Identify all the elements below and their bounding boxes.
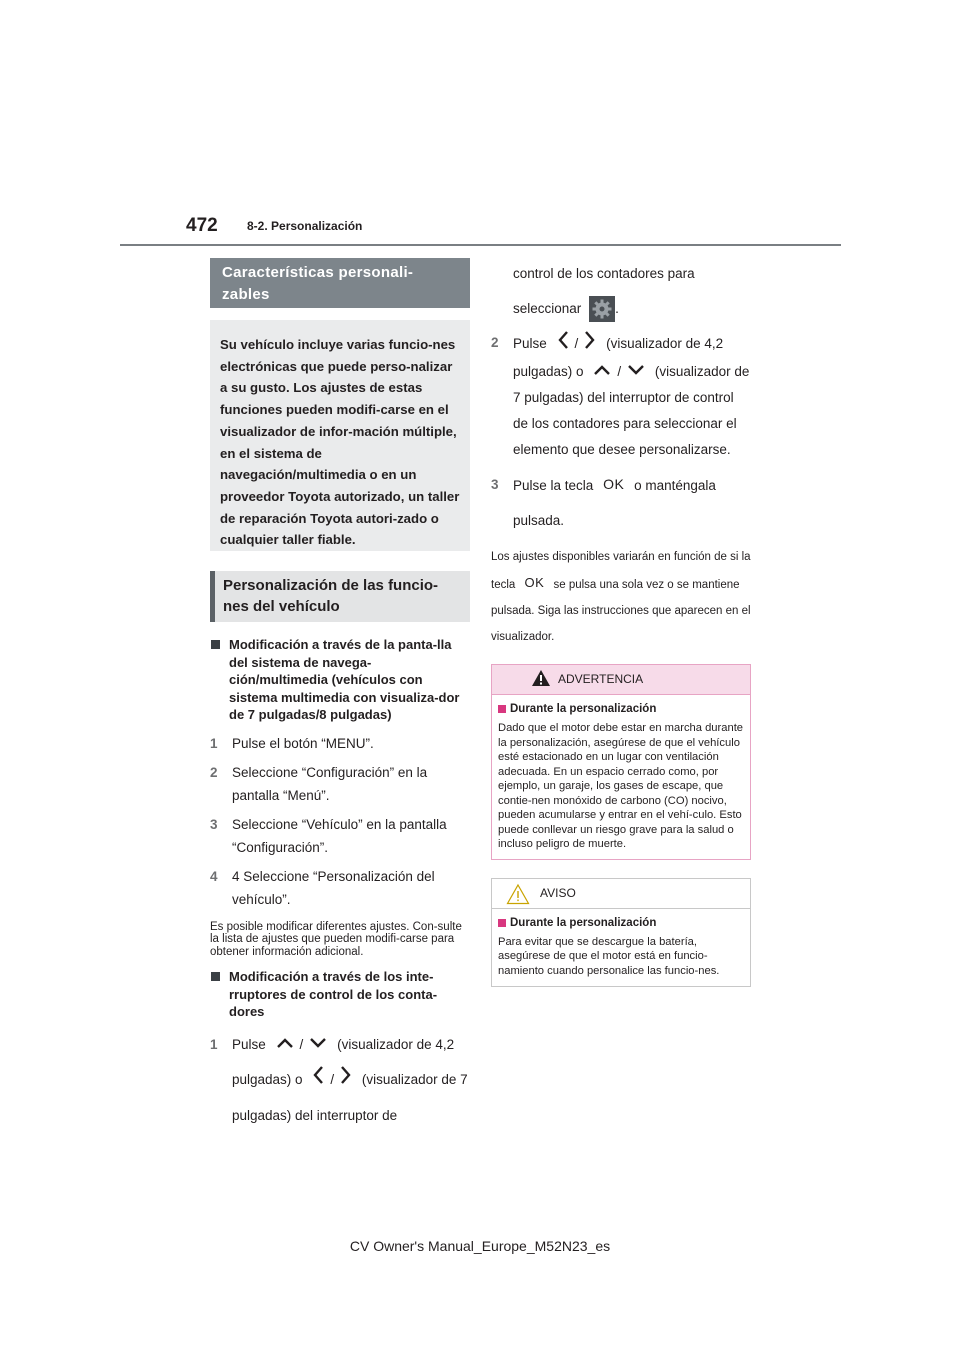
slash: / (330, 1072, 335, 1088)
notice-label: AVISO (540, 885, 576, 900)
chevron-right-icon (340, 1063, 352, 1098)
switches-step-2 (491, 330, 751, 463)
notice-subheading (498, 916, 744, 930)
step-text: 4 Seleccione “Personalización del vehículo”. (232, 868, 435, 907)
step-text: o manténgala pulsada. (513, 478, 716, 529)
chevron-right-icon (584, 330, 596, 359)
slash: / (617, 364, 622, 379)
right-column (491, 256, 751, 987)
personalization-title: Personalización de las funcio-nes del vehículo (210, 571, 470, 622)
period: . (615, 301, 619, 316)
warning-text: Dado que el motor debe estar en marcha durante la personalización, asegúrese de que el vehículo esté estacionado en un lugar con ventilación adecuada. En un espacio cerrado como, por ejemplo, un garaje, los gases de escape, que contie-nen monóxido de carbono (CO) nocivo, pueden acumularse y entrar en el vehí-culo. Esto puede conllevar un riesgo grave para la salud o incluso peligro de muerte. (498, 722, 744, 851)
warning-header (492, 665, 750, 695)
warning-body (492, 695, 750, 859)
switches-step-1-continued (491, 256, 751, 326)
notice-header (492, 879, 750, 909)
left-column (210, 258, 470, 1133)
notice-body (492, 909, 750, 987)
header-rule (120, 244, 841, 246)
multimedia-heading-text: Modificación a través de la panta-lla del sistema de navega-ción/multimedia (vehículos con sistema multimedia con visualiza-dor de 7 pulgadas/8 pulgadas) (229, 637, 460, 722)
chevron-down-icon (627, 359, 645, 385)
gear-icon (589, 296, 615, 322)
warning-triangle-icon (531, 669, 551, 692)
section-label: 8-2. Personalización (247, 219, 363, 233)
switches-heading (210, 968, 470, 1021)
warning-subheading-text: Durante la personalización (510, 703, 657, 716)
step-text: Pulse el botón “MENU”. (232, 735, 374, 751)
step-number: 1 (210, 735, 218, 751)
step-text: control de los contadores para seleccionar (513, 266, 695, 316)
chevron-up-icon (593, 359, 611, 385)
notice-text: Para evitar que se descargue la batería, asegúrese de que el motor está en funcio-namiento cuando personalice las funcio-nes. (498, 935, 720, 977)
warning-box (491, 664, 751, 860)
footer-text: CV Owner's Manual_Europe_M52N23_es (349, 1238, 611, 1254)
features-title: Características personali-zables (210, 258, 470, 308)
chevron-left-icon (557, 330, 569, 359)
step-text: Seleccione “Vehículo” en la pantalla “Configuración”. (232, 816, 447, 855)
switches-step-1 (210, 1027, 470, 1134)
warning-subheading (498, 702, 744, 716)
multimedia-step-4 (210, 865, 470, 911)
ok-key-icon: OK (524, 575, 545, 591)
step-number: 2 (210, 764, 218, 780)
step-text: (visualizador de 7 pulgadas) del interruptor de control de los contadores para seleccionar el elemento que desee personalizarse. (513, 364, 750, 458)
chevron-up-icon (276, 1027, 294, 1062)
step-number: 3 (491, 477, 499, 493)
multimedia-step-2 (210, 761, 470, 807)
bullet-square-icon (498, 705, 506, 713)
step-number: 2 (491, 335, 499, 350)
ok-key-icon: OK (603, 476, 625, 493)
step-number: 4 (210, 868, 218, 884)
warning-label: ADVERTENCIA (558, 672, 644, 687)
slash: / (299, 1036, 304, 1052)
caution-triangle-icon (506, 883, 530, 910)
switches-step-3 (491, 467, 751, 538)
switches-note (491, 544, 751, 650)
step-text: Pulse (513, 336, 547, 352)
note-text: se pulsa una sola vez o se mantiene pulsada. Siga las instrucciones que aparecen en el visualizador. (491, 579, 751, 644)
notice-subheading-text: Durante la personalización (510, 916, 657, 929)
multimedia-note: Es posible modificar diferentes ajustes. Con-sulte la lista de ajustes que pueden modifi-carse para obtener información adicional. (210, 920, 462, 958)
step-text: (visualizador de 4,2 pulgadas) o (513, 336, 724, 379)
multimedia-step-3 (210, 813, 470, 859)
notice-box (491, 878, 751, 988)
step-number: 3 (210, 816, 218, 832)
features-body: Su vehículo incluye varias funcio-nes electrónicas que puede perso-nalizar a su gusto. Los ajustes de estas funciones pueden modifi-carse en el visualizador de infor-mación múltiple, en el sistema de navegación/multimedia o en un proveedor Toyota autorizado, un taller de reparación Toyota autori-zado o cualquier taller fiable. (210, 320, 470, 551)
step-text: (visualizador de 4,2 pulgadas) o (232, 1036, 455, 1088)
switches-heading-text: Modificación a través de los inte-rruptores de control de los conta-dores (229, 969, 438, 1019)
bullet-square-icon (498, 919, 506, 927)
slash: / (574, 336, 579, 352)
step-text: Seleccione “Configuración” en la pantalla “Menú”. (232, 764, 428, 803)
bullet-square-icon (211, 640, 220, 649)
multimedia-heading (210, 636, 470, 724)
chevron-down-icon (309, 1027, 327, 1062)
chevron-left-icon (312, 1063, 324, 1098)
note-text: Los ajustes disponibles variarán en función de si la tecla (491, 551, 751, 592)
bullet-square-icon (211, 972, 220, 981)
step-number: 1 (210, 1036, 218, 1052)
page-number: 472 (186, 215, 218, 236)
multimedia-step-1 (210, 732, 470, 755)
step-text: (visualizador de 7 pulgadas) del interruptor de (232, 1072, 468, 1124)
step-text: Pulse (232, 1036, 266, 1052)
step-text: Pulse la tecla (513, 478, 594, 494)
